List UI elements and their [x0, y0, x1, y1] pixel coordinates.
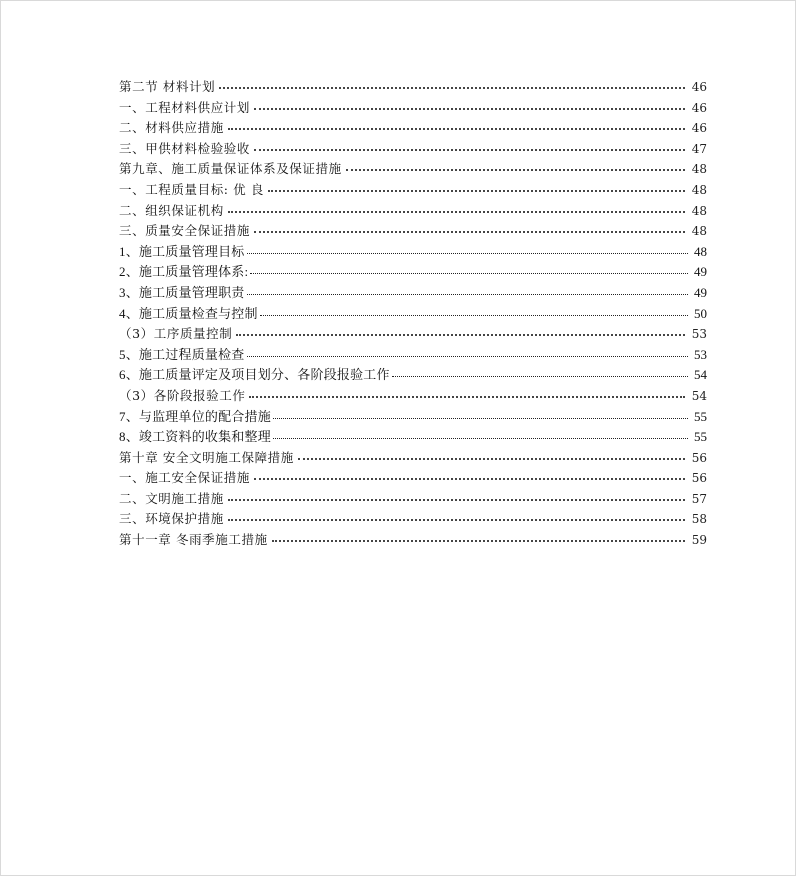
toc-entry — [119, 386, 707, 407]
toc-entry-title: 第九章、施工质量保证体系及保证措施 — [119, 161, 342, 177]
toc-entry-title: 三、质量安全保证措施 — [119, 223, 251, 239]
table-of-contents — [119, 77, 707, 551]
toc-dot-leader — [250, 272, 688, 274]
toc-entry-page: 46 — [691, 100, 707, 115]
toc-dot-leader — [268, 189, 685, 192]
toc-entry — [119, 509, 707, 530]
toc-entry — [119, 365, 707, 386]
toc-entry-page: 55 — [694, 429, 707, 445]
toc-entry-title: （3）工序质量控制 — [119, 326, 233, 342]
toc-entry — [119, 242, 707, 263]
toc-entry-page: 53 — [694, 346, 707, 362]
toc-entry — [119, 139, 707, 160]
toc-entry-page: 54 — [691, 388, 707, 403]
toc-dot-leader — [228, 127, 685, 130]
toc-entry-page: 48 — [691, 224, 707, 239]
toc-dot-leader — [228, 498, 685, 501]
toc-entry-title: 三、甲供材料检验验收 — [119, 140, 251, 156]
toc-dot-leader — [346, 168, 685, 171]
toc-dot-leader — [273, 417, 688, 419]
toc-dot-leader — [236, 333, 685, 336]
toc-entry-title: 5、施工过程质量检查 — [119, 346, 245, 362]
toc-entry-page: 48 — [694, 243, 707, 259]
toc-entry — [119, 468, 707, 489]
toc-dot-leader — [273, 437, 688, 439]
toc-entry — [119, 489, 707, 510]
toc-entry — [119, 530, 707, 551]
toc-entry-title: 4、施工质量检查与控制 — [119, 305, 258, 321]
toc-dot-leader — [254, 477, 685, 480]
toc-entry-title: 7、与监理单位的配合措施 — [119, 408, 271, 424]
toc-entry-page: 53 — [691, 327, 707, 342]
toc-entry-page: 59 — [691, 533, 707, 548]
toc-entry-title: 二、材料供应措施 — [119, 120, 224, 136]
toc-entry — [119, 262, 707, 283]
toc-entry-title: 一、工程材料供应计划 — [119, 99, 251, 115]
toc-entry-title: 第十一章 冬雨季施工措施 — [119, 532, 268, 548]
toc-entry-title: 第十章 安全文明施工保障措施 — [119, 449, 294, 465]
toc-entry — [119, 221, 707, 242]
toc-entry-page: 47 — [691, 141, 707, 156]
toc-entry-page: 58 — [691, 512, 707, 527]
toc-entry-title: 二、文明施工措施 — [119, 490, 224, 506]
toc-entry-title: 三、环境保护措施 — [119, 511, 224, 527]
toc-entry — [119, 304, 707, 325]
toc-dot-leader — [249, 395, 685, 398]
toc-entry-title: 第二节 材料计划 — [119, 79, 216, 94]
toc-entry-page: 56 — [691, 471, 707, 486]
toc-entry-title: 二、组织保证机构 — [119, 202, 224, 218]
toc-entry — [119, 407, 707, 428]
toc-entry-page: 54 — [694, 367, 707, 383]
toc-dot-leader — [228, 210, 685, 213]
toc-entry-page: 56 — [691, 450, 707, 465]
toc-entry-page: 48 — [691, 182, 707, 197]
toc-entry — [119, 159, 707, 180]
toc-entry — [119, 180, 707, 201]
toc-entry-page: 48 — [691, 203, 707, 218]
toc-entry-page: 49 — [694, 264, 707, 280]
toc-entry — [119, 98, 707, 119]
toc-dot-leader — [254, 107, 685, 110]
toc-entry-title: 2、施工质量管理体系: — [119, 264, 249, 280]
toc-dot-leader — [247, 252, 688, 254]
toc-dot-leader — [254, 148, 685, 151]
toc-entry-page: 46 — [691, 80, 707, 94]
toc-dot-leader — [219, 86, 685, 89]
toc-entry-title: 3、施工质量管理职责 — [119, 284, 245, 300]
toc-entry-page: 49 — [694, 284, 707, 300]
toc-entry — [119, 345, 707, 366]
toc-entry-page: 55 — [694, 408, 707, 424]
toc-dot-leader — [272, 539, 685, 542]
toc-dot-leader — [254, 230, 685, 233]
toc-entry — [119, 324, 707, 345]
toc-entry-title: 一、施工安全保证措施 — [119, 470, 251, 486]
toc-dot-leader — [392, 375, 688, 377]
toc-entry — [119, 427, 707, 448]
toc-dot-leader — [228, 518, 685, 521]
toc-dot-leader — [298, 457, 685, 460]
toc-entry-title: 6、施工质量评定及项目划分、各阶段报验工作 — [119, 367, 390, 383]
toc-entry-title: 1、施工质量管理目标 — [119, 243, 245, 259]
toc-dot-leader — [260, 314, 688, 316]
toc-entry — [119, 77, 707, 98]
toc-entry-title: 一、工程质量目标: 优 良 — [119, 181, 264, 197]
toc-entry-title: （3）各阶段报验工作 — [119, 387, 246, 403]
toc-dot-leader — [247, 293, 688, 295]
toc-entry — [119, 201, 707, 222]
toc-entry — [119, 283, 707, 304]
toc-entry-page: 50 — [694, 305, 707, 321]
toc-dot-leader — [247, 355, 688, 357]
toc-entry — [119, 118, 707, 139]
toc-entry-page: 48 — [691, 162, 707, 177]
toc-entry-page: 46 — [691, 121, 707, 136]
toc-entry-title: 8、竣工资料的收集和整理 — [119, 429, 271, 445]
toc-entry — [119, 448, 707, 469]
toc-entry-page: 57 — [691, 491, 707, 506]
